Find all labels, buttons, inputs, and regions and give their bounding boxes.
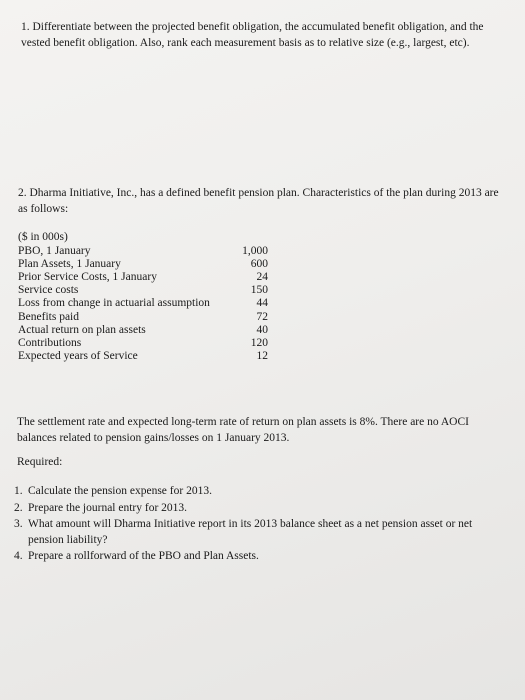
item-number: 1. [14, 485, 23, 497]
settlement-rate-text: The settlement rate and expected long-term rate of return on plan assets is 8%. There are no AOCI balances related to pension gains/losses on 1 January 2013. [17, 416, 469, 444]
row-label: Loss from change in actuarial assumption [18, 297, 210, 310]
row-value: 24 [256, 271, 268, 284]
row-value: 600 [250, 258, 268, 271]
row-value: 150 [250, 284, 268, 297]
list-item [14, 501, 509, 517]
row-label: Benefits paid [18, 310, 79, 323]
item-number: 4. [14, 550, 23, 562]
list-item [14, 484, 509, 500]
row-value: 44 [256, 297, 268, 310]
row-label: Service costs [18, 284, 79, 297]
item-text: What amount will Dharma Initiative report in its 2013 balance sheet as a net pension asset or net pension liability? [28, 518, 473, 546]
table-row [18, 324, 268, 337]
row-label: PBO, 1 January [18, 245, 91, 258]
item-text: Prepare a rollforward of the PBO and Plan Assets. [28, 550, 259, 562]
row-label: Contributions [18, 336, 82, 349]
table-row [18, 271, 268, 284]
row-value: 120 [250, 336, 268, 349]
question-1-text: 1. Differentiate between the projected benefit obligation, the accumulated benefit obligation, and the vested benefit obligation. Also, rank each measurement basis as to relative size (e.g., largest, etc). [21, 21, 484, 49]
row-value: 40 [256, 323, 268, 336]
item-number: 2. [14, 501, 23, 514]
required-heading: Required: [17, 456, 63, 468]
list-item [14, 517, 509, 548]
table-row [18, 258, 268, 271]
question-2-intro: 2. Dharma Initiative, Inc., has a defined benefit pension plan. Characteristics of the plan during 2013 are as follows: [18, 187, 499, 215]
row-label: Expected years of Service [18, 349, 138, 362]
item-text: Prepare the journal entry for 2013. [28, 501, 188, 514]
table-row [18, 284, 268, 297]
row-value: 1,000 [242, 245, 268, 258]
item-text: Calculate the pension expense for 2013. [28, 485, 212, 497]
pension-data-table [18, 231, 268, 363]
table-header: ($ in 000s) [18, 231, 68, 243]
table-row [18, 311, 268, 324]
table-header-row [18, 231, 268, 245]
row-label: Prior Service Costs, 1 January [18, 271, 157, 284]
table-row [18, 350, 268, 363]
row-label: Actual return on plan assets [18, 323, 146, 336]
row-value: 72 [256, 310, 268, 323]
table-row [18, 337, 268, 350]
table-row [18, 297, 268, 310]
row-value: 12 [256, 349, 268, 362]
list-item [14, 549, 509, 565]
table-row [18, 245, 268, 258]
requirements-list [14, 484, 509, 566]
item-number: 3. [14, 518, 23, 530]
row-label: Plan Assets, 1 January [18, 258, 121, 271]
